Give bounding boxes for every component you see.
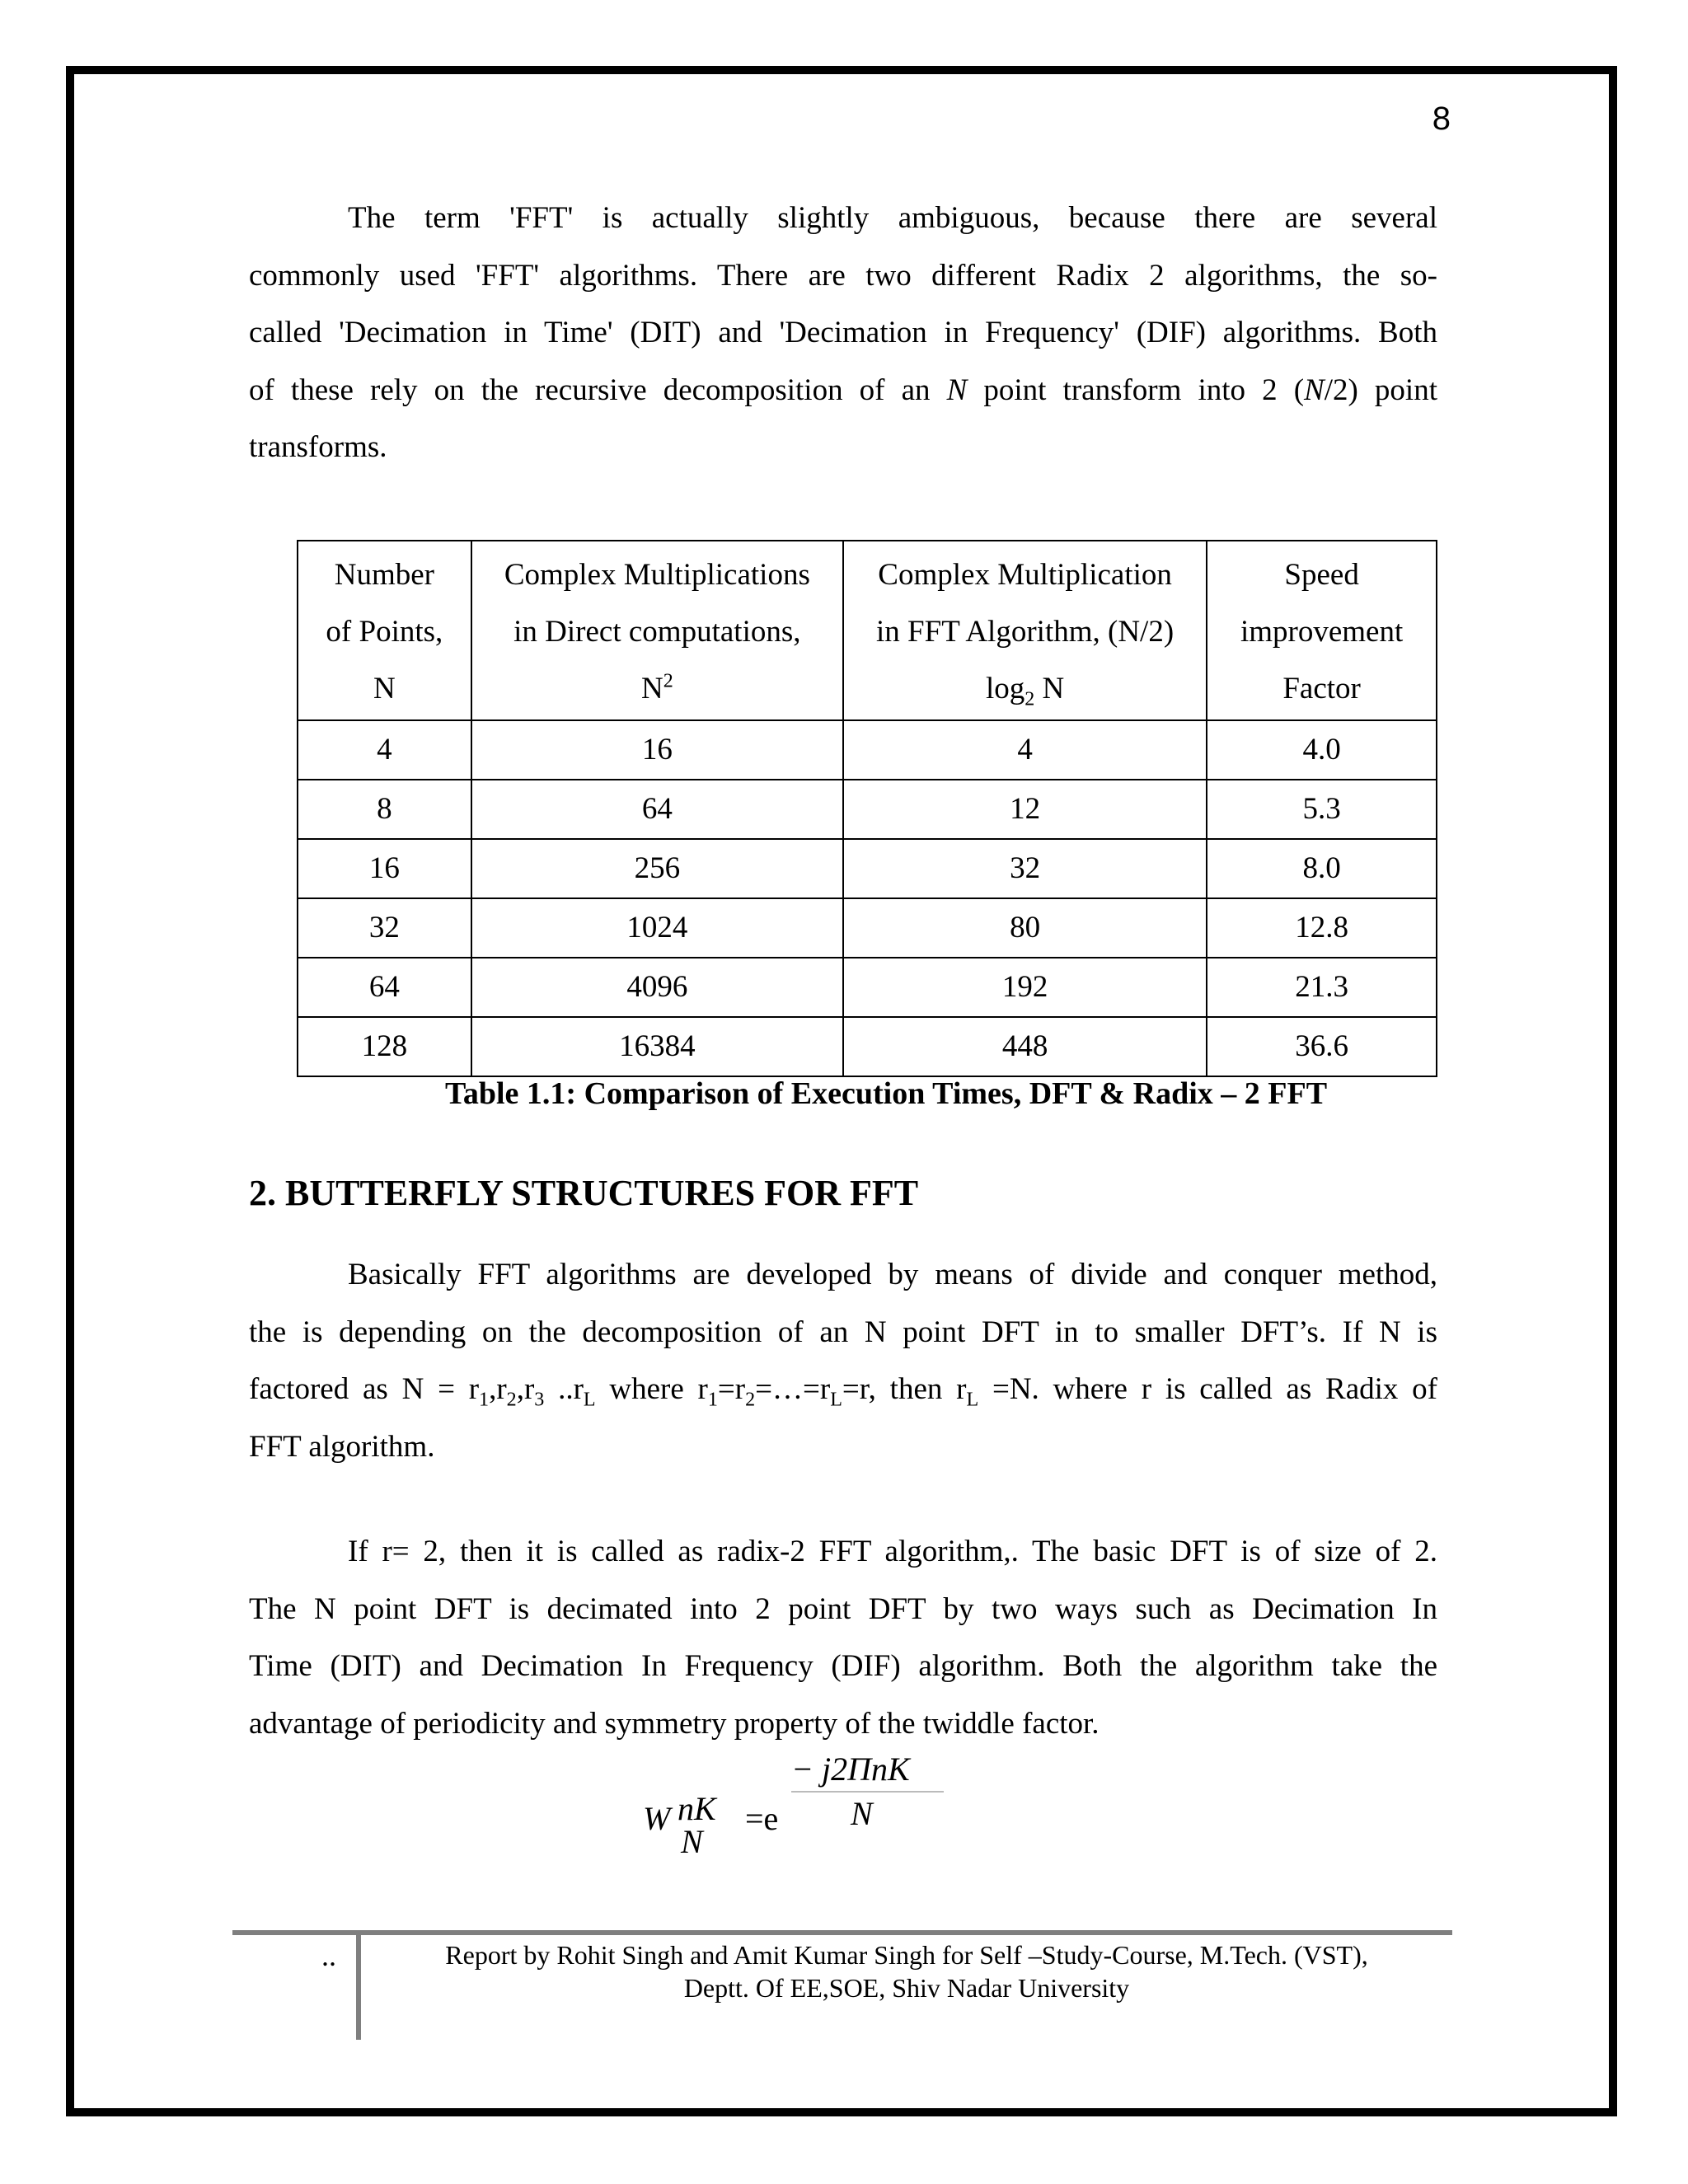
table-cell: 1024 bbox=[471, 898, 843, 958]
table-cell: 12.8 bbox=[1207, 898, 1437, 958]
header-cell: Speed improvement Factor bbox=[1207, 541, 1437, 720]
paragraph-line: Time (DIT) and Decimation In Frequency (DIF) algorithm. Both the algorithm take the bbox=[249, 1649, 1437, 1683]
paragraph-line: the is depending on the decomposition of an N point DFT in to smaller DFT’s. If N is bbox=[249, 1315, 1437, 1349]
comparison-table bbox=[297, 540, 1437, 1077]
table-cell: 8.0 bbox=[1207, 839, 1437, 898]
table-row bbox=[298, 898, 1437, 958]
footer-rule bbox=[232, 1930, 1452, 1935]
formula-subscript: N bbox=[681, 1823, 703, 1860]
radix2-paragraph bbox=[249, 1523, 1437, 1752]
table-cell: 16384 bbox=[471, 1017, 843, 1076]
paragraph-line: The N point DFT is decimated into 2 point DFT by two ways such as Decimation In bbox=[249, 1591, 1437, 1626]
page-number: 8 bbox=[1432, 101, 1451, 137]
paragraph-line: If r= 2, then it is called as radix-2 FFT algorithm,. The basic DFT is of size of 2. bbox=[348, 1535, 1437, 1568]
footer-line: Report by Rohit Singh and Amit Kumar Singh for Self –Study-Course, M.Tech. (VST), bbox=[445, 1940, 1368, 1970]
table-row bbox=[298, 780, 1437, 839]
formula-numerator: − j2ΠnK bbox=[791, 1750, 910, 1788]
table-caption: Table 1.1: Comparison of Execution Times, DFT & Radix – 2 FFT bbox=[445, 1076, 1328, 1111]
paragraph-line: The term 'FFT' is actually slightly ambiguous, because there are several bbox=[348, 201, 1437, 235]
table-row bbox=[298, 1017, 1437, 1076]
table-row bbox=[298, 839, 1437, 898]
paragraph-line: called 'Decimation in Time' (DIT) and 'Decimation in Frequency' (DIF) algorithms. Both bbox=[249, 316, 1437, 349]
paragraph-line: of these rely on the recursive decomposition of an N point transform into 2 (N/2) point bbox=[249, 373, 1437, 407]
table-row bbox=[298, 720, 1437, 780]
table-cell: 64 bbox=[471, 780, 843, 839]
paragraph-line: advantage of periodicity and symmetry property of the twiddle factor. bbox=[249, 1706, 1100, 1741]
table-cell: 21.3 bbox=[1207, 958, 1437, 1017]
formula-w: W bbox=[643, 1800, 671, 1837]
section-heading: 2. BUTTERFLY STRUCTURES FOR FFT bbox=[249, 1173, 919, 1213]
table-cell: 16 bbox=[298, 839, 471, 898]
header-cell: Complex Multiplication in FFT Algorithm, (N/2) $\log_2 N$ bbox=[843, 541, 1207, 720]
table-cell: 12 bbox=[843, 780, 1207, 839]
footer-line: Deptt. Of EE,SOE, Shiv Nadar University bbox=[683, 1973, 1130, 2003]
table-cell: 36.6 bbox=[1207, 1017, 1437, 1076]
footer-dots: .. bbox=[321, 1939, 336, 1972]
header-cell: Number of Points, N bbox=[298, 541, 471, 720]
table-cell: 256 bbox=[471, 839, 843, 898]
table-cell: 16 bbox=[471, 720, 843, 780]
intro-paragraph bbox=[249, 190, 1437, 476]
paragraph-line: FFT algorithm. bbox=[249, 1429, 435, 1464]
table-cell: 4.0 bbox=[1207, 720, 1437, 780]
table-cell: 192 bbox=[843, 958, 1207, 1017]
table-cell: 64 bbox=[298, 958, 471, 1017]
formula-superscript: nK bbox=[678, 1790, 716, 1827]
table-cell: 4 bbox=[843, 720, 1207, 780]
table-cell: 5.3 bbox=[1207, 780, 1437, 839]
paragraph-line: transforms. bbox=[249, 430, 387, 464]
header-cell: Complex Multiplications in Direct computations, $N^2$ bbox=[471, 541, 843, 720]
table-cell: 80 bbox=[843, 898, 1207, 958]
table-cell: 4 bbox=[298, 720, 471, 780]
table-header-row bbox=[298, 541, 1437, 720]
formula-denominator: N bbox=[851, 1795, 873, 1832]
table-cell: 32 bbox=[298, 898, 471, 958]
table-cell: 128 bbox=[298, 1017, 471, 1076]
table-cell: 4096 bbox=[471, 958, 843, 1017]
table-cell: 448 bbox=[843, 1017, 1207, 1076]
twiddle-factor-formula bbox=[643, 1746, 948, 1869]
table-cell: 32 bbox=[843, 839, 1207, 898]
paragraph-line: factored as $N = r_1,r_2,r_3$ $..r_L$ where $r_1=r_2=\dots=r_L=r$, then $r_L =N$. where r is called as Radix of bbox=[249, 1372, 1437, 1411]
table-cell: 8 bbox=[298, 780, 471, 839]
footer-divider bbox=[356, 1933, 361, 2040]
footer-text bbox=[363, 1938, 1451, 2004]
formula-equals-e: =e bbox=[745, 1800, 779, 1837]
paragraph-line: Basically FFT algorithms are developed by means of divide and conquer method, bbox=[348, 1258, 1437, 1291]
butterfly-paragraph bbox=[249, 1246, 1437, 1475]
table-row bbox=[298, 958, 1437, 1017]
paragraph-line: commonly used 'FFT' algorithms. There are two different Radix 2 algorithms, the so- bbox=[249, 258, 1437, 293]
